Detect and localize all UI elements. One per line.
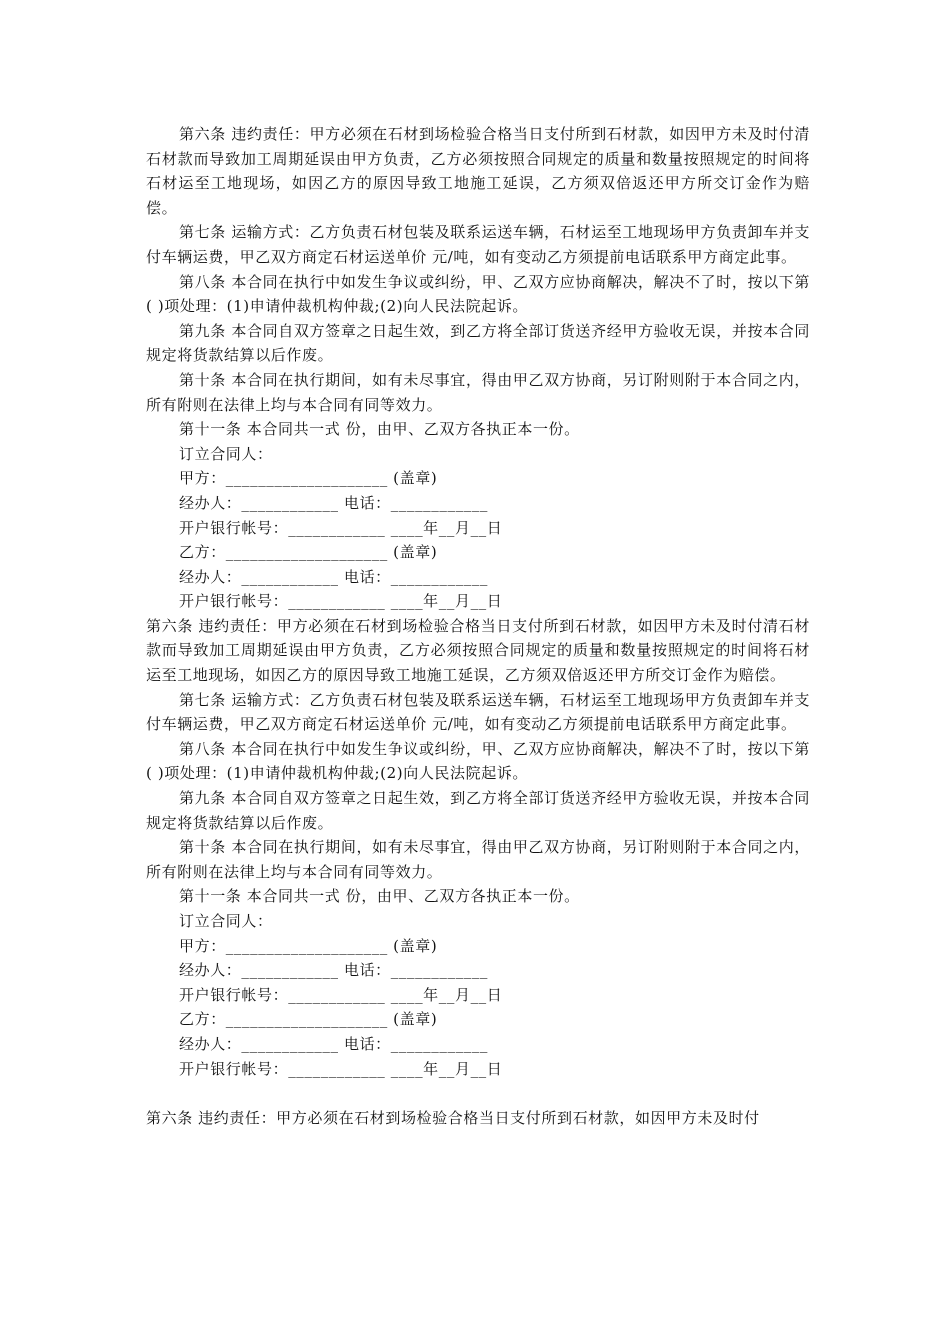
party-b-agent-phone-line: 经办人：____________ 电话：____________: [179, 567, 488, 586]
article-11-copies: 第十一条 本合同共一式 份，由甲、乙双方各执正本一份。: [179, 887, 580, 906]
signature-block: [146, 884, 810, 1081]
party-a-bank-date-line: 开户银行帐号：____________ ____年__月__日: [179, 985, 503, 1004]
article-10-supplement: 第十条 本合同在执行期间，如有未尽事宜，得由甲乙双方协商，另订附则附于本合同之内，所有附则在法律上均与本合同有同等效力。: [146, 370, 810, 414]
party-a-line: 甲方：____________________ (盖章): [179, 936, 438, 955]
party-b-bank-date-line: 开户银行帐号：____________ ____年__月__日: [179, 1059, 503, 1078]
contracting-parties-label: 订立合同人：: [179, 912, 273, 930]
article-8-dispute: 第八条 本合同在执行中如发生争议或纠纷，甲、乙双方应协商解决，解决不了时，按以下第( )项处理：(1)申请仲裁机构仲裁;(2)向人民法院起诉。: [146, 739, 810, 783]
party-b-line: 乙方：____________________ (盖章): [179, 1010, 438, 1029]
article-10-supplement: 第十条 本合同在执行期间，如有未尽事宜，得由甲乙双方协商，另订附则附于本合同之内，所有附则在法律上均与本合同有同等效力。: [146, 838, 810, 881]
contract-page: [146, 122, 810, 1130]
signature-block: [146, 417, 810, 614]
contract-section-2: [146, 614, 810, 1081]
party-a-line: 甲方：____________________ (盖章): [179, 469, 438, 488]
trailing-article-6: 第六条 违约责任：甲方必须在石材到场检验合格当日支付所到石材款，如因甲方未及时付: [146, 1108, 760, 1127]
party-b-bank-date-line: 开户银行帐号：____________ ____年__月__日: [179, 592, 503, 611]
article-6-penalty: 第六条 违约责任：甲方必须在石材到场检验合格当日支付所到石材款，如因甲方未及时付清石材款而导致加工周期延误由甲方负责，乙方必须按照合同规定的质量和数量按照规定的时间将石材运至工地现场，如因乙方的原因导致工地施工延误，乙方须双倍返还甲方所交订金作为赔偿。: [146, 616, 810, 685]
contracting-parties-label: 订立合同人：: [179, 444, 273, 463]
article-11-copies: 第十一条 本合同共一式 份，由甲、乙双方各执正本一份。: [179, 420, 580, 439]
party-a-bank-date-line: 开户银行帐号：____________ ____年__月__日: [179, 518, 503, 537]
party-a-agent-phone-line: 经办人：____________ 电话：____________: [179, 493, 488, 512]
article-8-dispute: 第八条 本合同在执行中如发生争议或纠纷，甲、乙双方应协商解决，解决不了时，按以下第( )项处理：(1)申请仲裁机构仲裁;(2)向人民法院起诉。: [146, 272, 810, 316]
party-a-agent-phone-line: 经办人：____________ 电话：____________: [179, 961, 488, 980]
article-7-transport: 第七条 运输方式：乙方负责石材包装及联系运送车辆，石材运至工地现场甲方负责卸车并支付车辆运费，甲乙双方商定石材运送单价 元/吨，如有变动乙方须提前电话联系甲方商定此事。: [146, 690, 810, 734]
section-gap: [146, 1081, 810, 1106]
party-b-agent-phone-line: 经办人：____________ 电话：____________: [179, 1034, 488, 1053]
party-b-line: 乙方：____________________ (盖章): [179, 543, 438, 562]
article-9-validity: 第九条 本合同自双方签章之日起生效，到乙方将全部订货送齐经甲方验收无误，并按本合同规定将货款结算以后作废。: [146, 321, 810, 365]
article-7-transport: 第七条 运输方式：乙方负责石材包装及联系运送车辆，石材运至工地现场甲方负责卸车并支付车辆运费，甲乙双方商定石材运送单价 元/吨，如有变动乙方须提前电话联系甲方商定此事。: [146, 223, 810, 266]
contract-section-1: [146, 122, 810, 614]
article-9-validity: 第九条 本合同自双方签章之日起生效，到乙方将全部订货送齐经甲方验收无误，并按本合同规定将货款结算以后作废。: [146, 789, 810, 832]
article-6-penalty: 第六条 违约责任：甲方必须在石材到场检验合格当日支付所到石材款，如因甲方未及时付清石材款而导致加工周期延误由甲方负责，乙方必须按照合同规定的质量和数量按照规定的时间将石材运至工地现场，如因乙方的原因导致工地施工延误，乙方须双倍返还甲方所交订金作为赔偿。: [146, 125, 810, 217]
